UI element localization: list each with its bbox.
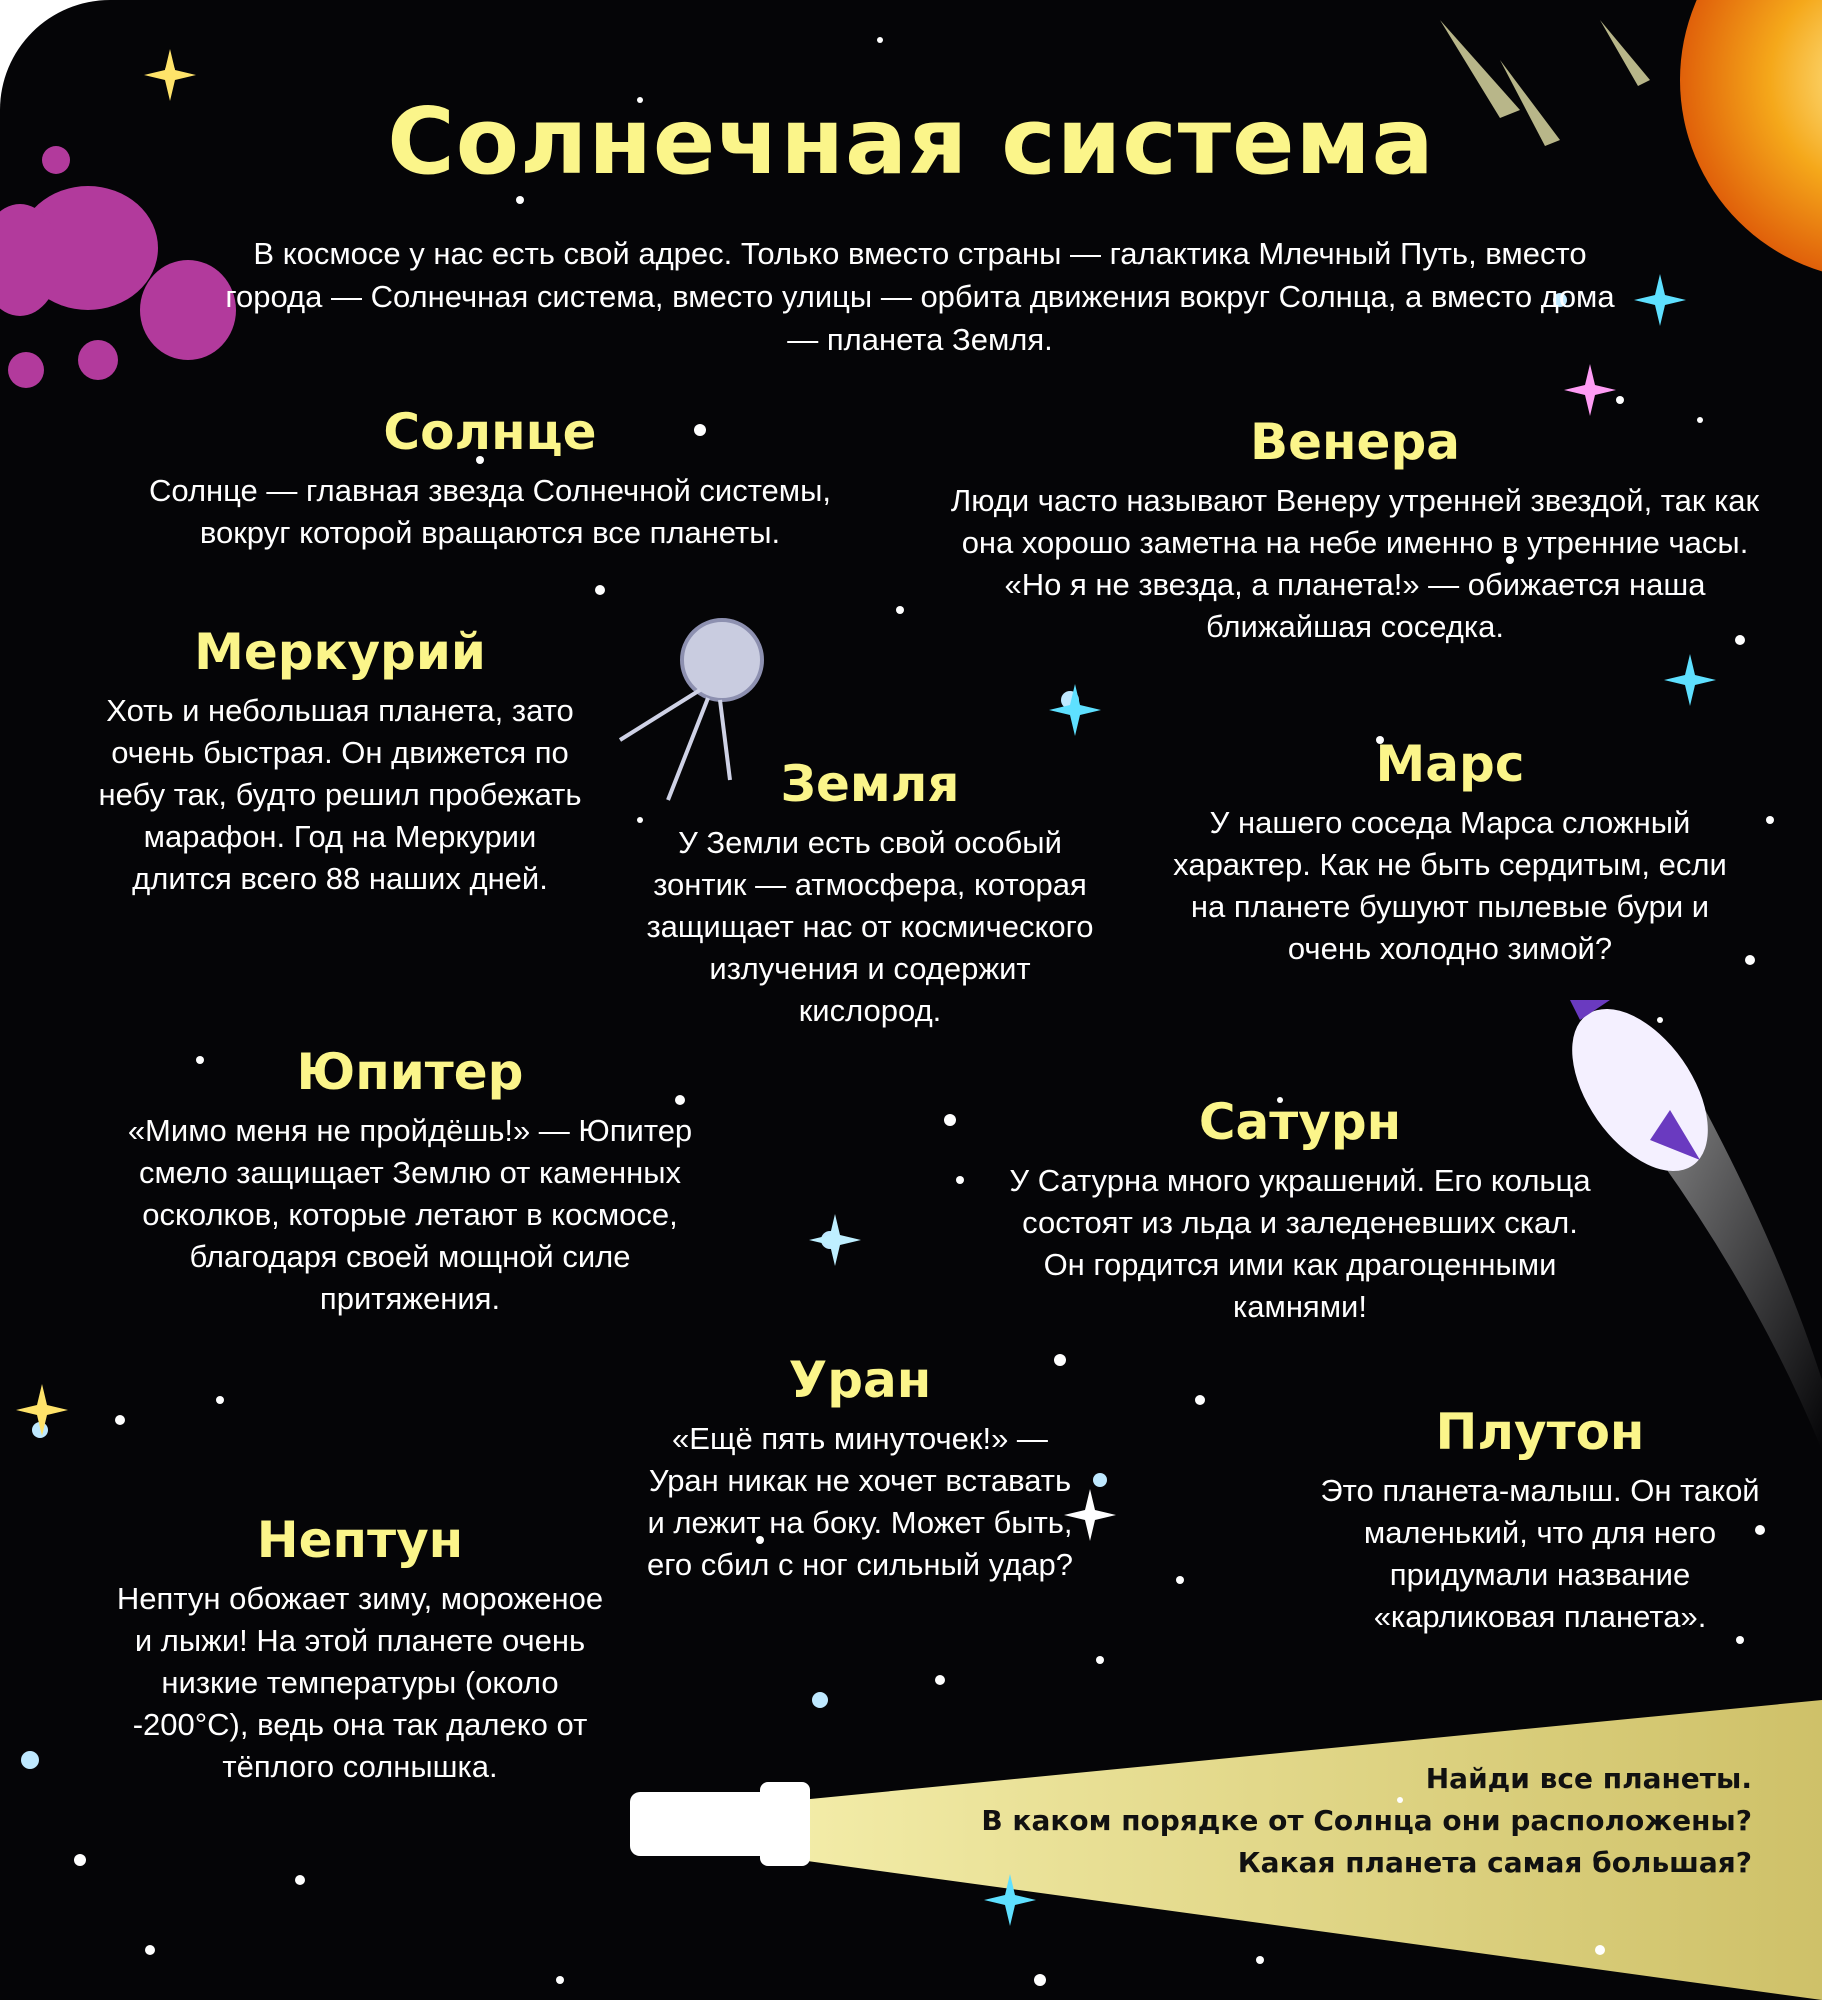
star-dot [956,1176,964,1184]
planet-mercury [90,620,590,900]
planet-neptune [110,1508,610,1788]
star-dot [1745,955,1755,965]
planet-name: Земля [780,755,960,813]
sparkle-star-icon [1664,654,1716,706]
star-dot [1595,1945,1605,1955]
planet-description: Нептун обожает зиму, мороженое и лыжи! На этой планете очень низкие температуры (около -200°C), ведь она так далеко от тёплого солнышка. [116,1581,604,1784]
planet-description: У нашего соседа Марса сложный характер. Как не быть сердитым, если на планете бушуют пылевые бури и очень холодно зимой? [1173,805,1727,966]
sparkle-star-icon [1564,364,1616,416]
planet-saturn [1000,1090,1600,1328]
planet-name: Сатурн [1198,1093,1402,1151]
planet-earth [640,752,1100,1032]
star-dot [21,1751,39,1769]
star-dot [1766,816,1774,824]
planet-name: Солнце [383,403,597,461]
planet-description: Солнце — главная звезда Солнечной системы, вокруг которой вращаются все планеты. [149,473,831,550]
sparkle-star-icon [1049,684,1101,736]
star-dot [216,1396,224,1404]
star-dot [1096,1656,1104,1664]
star-dot [944,1114,956,1126]
planet-description: «Ещё пять минуточек!» — Уран никак не хочет вставать и лежит на боку. Может быть, его сбил с ног сильный удар? [646,1421,1074,1582]
star-dot [595,585,605,595]
sparkle-star-icon [16,1384,68,1436]
planet-pluto [1320,1400,1760,1638]
star-dot [556,1976,564,1984]
planet-description: «Мимо меня не пройдёшь!» — Юпитер смело защищает Землю от каменных осколков, которые летают в космосе, благодаря своей мощной силе притяжения. [127,1113,693,1316]
sparkle-star-icon [809,1214,861,1266]
star-dot [1034,1974,1046,1986]
star-dot [1657,1017,1663,1023]
planet-description: Люди часто называют Венеру утренней звездой, так как она хорошо заметна на небе именно в утренние часы. «Но я не звезда, а планета!» — обижается наша ближайшая соседка. [950,483,1760,644]
star-dot [516,196,524,204]
planet-description: У Земли есть свой особый зонтик — атмосфера, которая защищает нас от космического излучения и содержит кислород. [646,825,1094,1028]
page-title: Солнечная система [387,88,1435,195]
star-dot [935,1675,945,1685]
star-dot [295,1875,305,1885]
star-dot [1195,1395,1205,1405]
planet-venus [940,410,1770,648]
star-dot [145,1945,155,1955]
intro-text: В космосе у нас есть свой адрес. Только вместо страны — галактика Млечный Путь, вместо города — Солнечная система, вместо улицы — орбита движения вокруг Солнца, а вместо дома — планета Земля. [225,236,1615,357]
task-line: В каком порядке от Солнца они расположены? [981,1804,1752,1837]
task-line: Какая планета самая большая? [1237,1846,1752,1879]
planet-mars [1170,732,1730,970]
star-dot [812,1692,828,1708]
planet-name: Марс [1375,735,1525,793]
planet-jupiter [100,1040,720,1320]
planet-name: Венера [1249,413,1460,471]
planet-name: Уран [788,1351,932,1409]
sparkle-star-icon [1634,274,1686,326]
task-box [752,1758,1752,1884]
planet-name: Меркурий [194,623,486,681]
planet-name: Плутон [1435,1403,1645,1461]
star-dot [115,1415,125,1425]
star-dot [1093,1473,1107,1487]
planet-description: Это планета-малыш. Он такой маленький, что для него придумали название «карликовая планета». [1320,1473,1760,1634]
star-dot [877,37,883,43]
planet-name: Нептун [256,1511,464,1569]
planet-description: У Сатурна много украшений. Его кольца состоят из льда и заледеневших скал. Он гордится ими как драгоценными камнями! [1009,1163,1591,1324]
star-dot [1256,1956,1264,1964]
task-line: Найди все планеты. [1425,1762,1752,1795]
star-dot [74,1854,86,1866]
planet-sun [100,400,880,554]
planet-name: Юпитер [296,1043,524,1101]
star-dot [1616,396,1624,404]
star-dot [1176,1576,1184,1584]
planet-uranus [640,1348,1080,1586]
star-dot [896,606,904,614]
planet-description: Хоть и небольшая планета, зато очень быстрая. Он движется по небу так, будто решил пробежать марафон. Год на Меркурии длится всего 88 наших дней. [98,693,582,896]
